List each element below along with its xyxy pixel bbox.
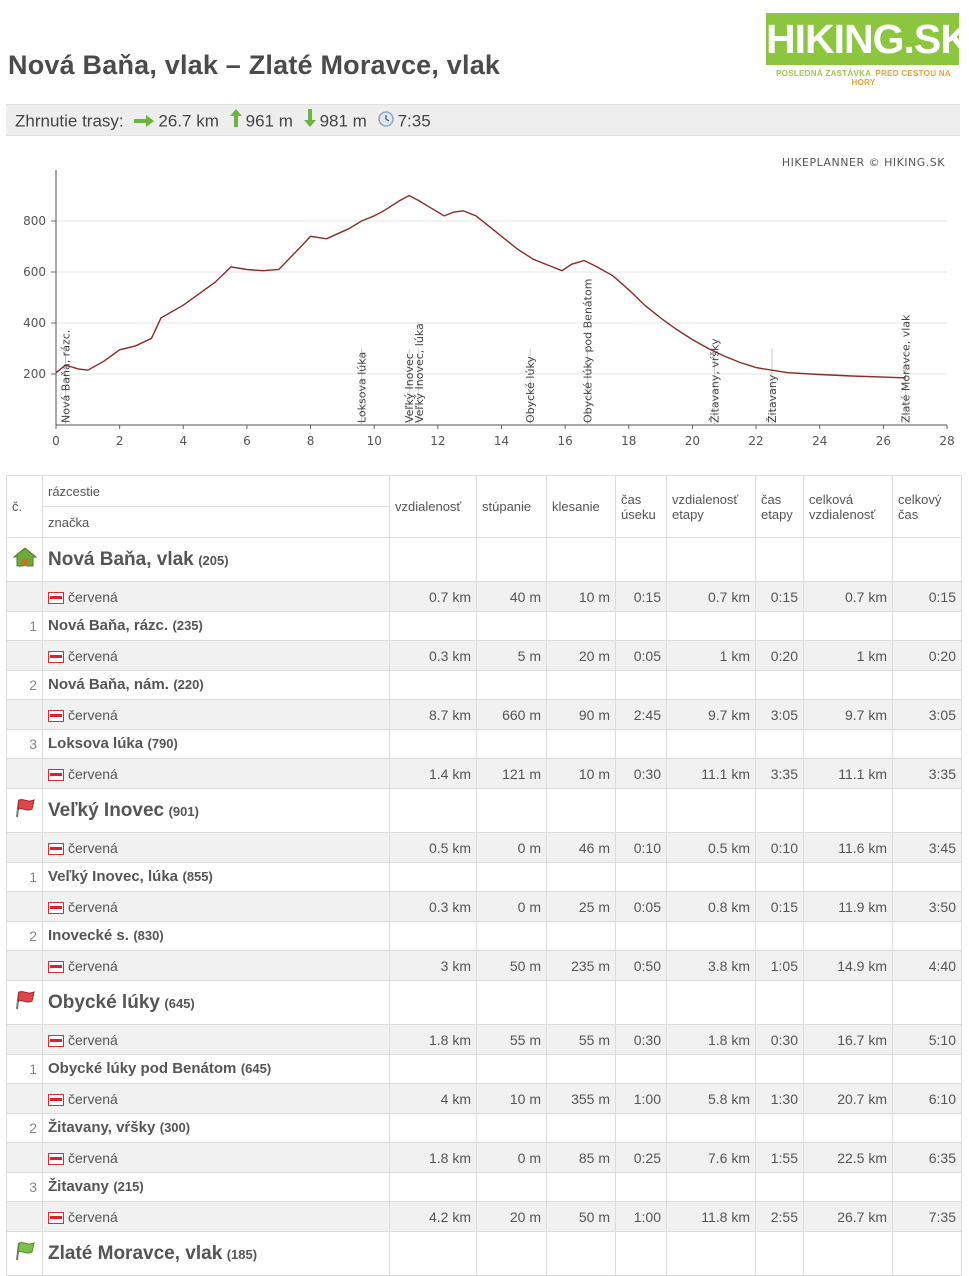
trail-marking: [43, 1025, 390, 1055]
total-time: 0:20: [893, 641, 962, 671]
segment-distance: 8.7 km: [390, 700, 477, 730]
waypoint-label: Nová Baňa, rázc.: [59, 329, 73, 423]
segment-ascent: 55 m: [477, 1025, 547, 1055]
home-icon: [13, 554, 37, 571]
segment-descent: 85 m: [547, 1143, 616, 1173]
waypoint-name[interactable]: Žitavany: [48, 1178, 109, 1195]
y-tick-label: 600: [23, 265, 46, 279]
waypoint-name[interactable]: Obycké lúky pod Benátom: [48, 1060, 237, 1077]
trail-marking-label: červená: [68, 706, 118, 723]
waypoint-altitude: (645): [240, 1061, 272, 1076]
stage-distance: 0.5 km: [667, 833, 756, 863]
total-time: 7:35: [893, 1202, 962, 1232]
waypoint-altitude: (790): [147, 736, 178, 751]
segment-ascent: 660 m: [477, 700, 547, 730]
waypoint-index: 1: [7, 863, 43, 892]
segment-descent: 50 m: [547, 1202, 616, 1232]
total-time: 3:50: [893, 892, 962, 922]
waypoint-label: Obycké lúky: [524, 356, 538, 423]
waypoint-label: Žitavany, vŕšky: [708, 338, 722, 423]
x-tick-label: 18: [621, 434, 637, 448]
arrow-down-icon: [304, 106, 316, 138]
waypoint-name-cell[interactable]: [43, 863, 390, 892]
waypoint-main-row[interactable]: [7, 981, 962, 1025]
segment-time: 0:30: [616, 1025, 667, 1055]
summary-label: Zhrnutie trasy:: [15, 111, 124, 131]
total-time: 0:15: [893, 582, 962, 612]
y-tick-label: 400: [23, 316, 46, 330]
waypoint-row[interactable]: [7, 671, 962, 700]
segment-ascent: 0 m: [477, 833, 547, 863]
segment-descent: 55 m: [547, 1025, 616, 1055]
segment-time: 2:45: [616, 700, 667, 730]
waypoint-name-cell[interactable]: [43, 789, 390, 833]
y-tick-label: 200: [23, 367, 46, 381]
stage-time: 0:15: [756, 582, 804, 612]
waypoint-row[interactable]: [7, 1114, 962, 1143]
total-distance: 11.9 km: [804, 892, 893, 922]
red-trail-mark-icon: [48, 843, 64, 855]
arrow-up-icon: [230, 106, 242, 138]
waypoint-name-cell[interactable]: [43, 1055, 390, 1084]
red-trail-mark-icon: [48, 710, 64, 722]
page-title: Nová Baňa, vlak – Zlaté Moravce, vlak: [8, 50, 501, 80]
red-trail-mark-icon: [48, 1212, 64, 1224]
header-marking: značka: [43, 507, 390, 538]
waypoint-row[interactable]: [7, 863, 962, 892]
trail-marking-label: červená: [68, 1090, 118, 1107]
hiking-sk-logo[interactable]: [766, 13, 969, 87]
waypoint-name[interactable]: Nová Baňa, nám.: [48, 676, 169, 693]
waypoint-index: 2: [7, 922, 43, 951]
stage-distance: 0.8 km: [667, 892, 756, 922]
total-distance: 9.7 km: [804, 700, 893, 730]
waypoint-altitude: (235): [172, 618, 203, 633]
segment-distance: 1.8 km: [390, 1143, 477, 1173]
segment-ascent: 5 m: [477, 641, 547, 671]
red-trail-mark-icon: [48, 1153, 64, 1165]
x-tick-label: 6: [243, 434, 251, 448]
waypoint-name[interactable]: Inovecké s.: [48, 927, 129, 944]
total-distance: 1 km: [804, 641, 893, 671]
segment-row: [7, 892, 962, 922]
waypoint-altitude: (205): [198, 552, 229, 568]
total-time: 5:10: [893, 1025, 962, 1055]
segment-distance: 1.8 km: [390, 1025, 477, 1055]
total-time: 3:45: [893, 833, 962, 863]
segment-distance: 0.7 km: [390, 582, 477, 612]
total-distance: 16.7 km: [804, 1025, 893, 1055]
y-tick-label: 800: [23, 214, 46, 228]
red-flag-icon: [14, 997, 36, 1014]
header-total-time: celkový čas: [893, 476, 962, 538]
stage-time: 0:30: [756, 1025, 804, 1055]
red-flag-icon: [14, 805, 36, 822]
route-table: [6, 475, 962, 1276]
segment-distance: 1.4 km: [390, 759, 477, 789]
segment-row: [7, 641, 962, 671]
waypoint-name[interactable]: Zlaté Moravce, vlak: [48, 1242, 223, 1264]
waypoint-index: 2: [7, 671, 43, 700]
waypoint-altitude: (855): [182, 869, 213, 884]
x-tick-label: 22: [748, 434, 764, 448]
elevation-line: [56, 196, 906, 378]
header-stage-distance: vzdialenosť etapy: [667, 476, 756, 538]
x-tick-label: 24: [812, 434, 828, 448]
total-distance: 20.7 km: [804, 1084, 893, 1114]
total-time: 6:35: [893, 1143, 962, 1173]
waypoint-icon-cell: [7, 981, 43, 1025]
waypoint-row[interactable]: [7, 1173, 962, 1202]
segment-row: [7, 1143, 962, 1173]
waypoint-label: Obycké lúky pod Benátom: [581, 278, 595, 423]
waypoint-name-cell[interactable]: [43, 671, 390, 700]
header-ascent: stúpanie: [477, 476, 547, 538]
segment-time: 0:05: [616, 641, 667, 671]
trail-marking-label: červená: [68, 839, 118, 856]
waypoint-altitude: (645): [164, 995, 195, 1011]
segment-descent: 10 m: [547, 759, 616, 789]
segment-time: 1:00: [616, 1202, 667, 1232]
header-distance: vzdialenosť: [390, 476, 477, 538]
waypoint-altitude: (215): [113, 1179, 144, 1194]
green-flag-icon: [14, 1248, 36, 1265]
segment-time: 1:00: [616, 1084, 667, 1114]
total-time: 6:10: [893, 1084, 962, 1114]
waypoint-index: 3: [7, 730, 43, 759]
trail-marking-label: červená: [68, 898, 118, 915]
red-trail-mark-icon: [48, 1094, 64, 1106]
x-tick-label: 2: [115, 434, 124, 448]
segment-time: 0:15: [616, 582, 667, 612]
waypoint-name-cell[interactable]: [43, 612, 390, 641]
waypoint-icon-cell: [7, 538, 43, 582]
segment-distance: 3 km: [390, 951, 477, 981]
segment-ascent: 40 m: [477, 582, 547, 612]
clock-icon: [378, 106, 394, 138]
trail-marking: [43, 641, 390, 671]
segment-ascent: 20 m: [477, 1202, 547, 1232]
header-junction: rázcestie: [43, 476, 390, 507]
segment-row: [7, 1025, 962, 1055]
waypoint-index: 2: [7, 1114, 43, 1143]
stage-time: 1:55: [756, 1143, 804, 1173]
segment-ascent: 0 m: [477, 892, 547, 922]
segment-distance: 4 km: [390, 1084, 477, 1114]
total-time: 4:40: [893, 951, 962, 981]
trail-marking-label: červená: [68, 647, 118, 664]
stage-distance: 1 km: [667, 641, 756, 671]
trail-marking: [43, 833, 390, 863]
red-trail-mark-icon: [48, 961, 64, 973]
x-tick-label: 28: [939, 434, 955, 448]
segment-ascent: 10 m: [477, 1084, 547, 1114]
total-distance: 14.9 km: [804, 951, 893, 981]
waypoint-index: 3: [7, 1173, 43, 1202]
waypoint-name[interactable]: Obycké lúky: [48, 991, 160, 1013]
segment-row: [7, 582, 962, 612]
waypoint-name-cell[interactable]: [43, 1114, 390, 1143]
elevation-profile-chart: [6, 150, 961, 465]
waypoint-row[interactable]: [7, 730, 962, 759]
logo-tagline-b: PRED CESTOU NA HORY: [851, 69, 951, 87]
trail-marking: [43, 700, 390, 730]
segment-descent: 46 m: [547, 833, 616, 863]
stage-time: 0:15: [756, 892, 804, 922]
red-trail-mark-icon: [48, 1035, 64, 1047]
stage-distance: 11.1 km: [667, 759, 756, 789]
chart-credit: HIKEPLANNER © HIKING.SK: [781, 156, 945, 169]
total-distance: 0.7 km: [804, 582, 893, 612]
stage-distance: 0.7 km: [667, 582, 756, 612]
logo-tagline-a: POSLEDNÁ ZASTÁVKA: [776, 69, 872, 78]
total-distance: 22.5 km: [804, 1143, 893, 1173]
waypoint-index: 1: [7, 1055, 43, 1084]
segment-descent: 10 m: [547, 582, 616, 612]
trail-marking: [43, 892, 390, 922]
segment-ascent: 0 m: [477, 1143, 547, 1173]
x-tick-label: 16: [557, 434, 573, 448]
stage-time: 0:20: [756, 641, 804, 671]
summary-distance: 26.7 km: [158, 111, 219, 131]
red-trail-mark-icon: [48, 769, 64, 781]
segment-row: [7, 759, 962, 789]
stage-distance: 7.6 km: [667, 1143, 756, 1173]
stage-distance: 9.7 km: [667, 700, 756, 730]
waypoint-label: Veľký Inovec: [403, 353, 417, 423]
segment-descent: 235 m: [547, 951, 616, 981]
trail-marking-label: červená: [68, 588, 118, 605]
stage-time: 1:30: [756, 1084, 804, 1114]
waypoint-altitude: (185): [226, 1246, 258, 1262]
trail-marking-label: červená: [68, 1149, 118, 1166]
trail-marking-label: červená: [68, 1031, 118, 1048]
header-segment-time: čas úseku: [616, 476, 667, 538]
segment-descent: 90 m: [547, 700, 616, 730]
segment-distance: 0.3 km: [390, 641, 477, 671]
stage-time: 2:55: [756, 1202, 804, 1232]
waypoint-index: 1: [7, 612, 43, 641]
segment-time: 0:05: [616, 892, 667, 922]
waypoint-name[interactable]: Nová Baňa, vlak: [48, 548, 194, 570]
trail-marking: [43, 582, 390, 612]
waypoint-name[interactable]: Žitavany, vŕšky: [48, 1119, 156, 1136]
arrow-right-icon: [134, 106, 154, 138]
trail-marking-label: červená: [68, 957, 118, 974]
segment-row: [7, 951, 962, 981]
total-distance: 11.1 km: [804, 759, 893, 789]
red-trail-mark-icon: [48, 902, 64, 914]
segment-descent: 25 m: [547, 892, 616, 922]
segment-time: 0:25: [616, 1143, 667, 1173]
waypoint-label: Žitavany: [765, 374, 779, 423]
waypoint-name-cell[interactable]: [43, 730, 390, 759]
waypoint-name[interactable]: Nová Baňa, rázc.: [48, 617, 169, 634]
waypoint-name-cell[interactable]: [43, 1173, 390, 1202]
x-tick-label: 26: [875, 434, 891, 448]
waypoint-main-row[interactable]: [7, 789, 962, 833]
waypoint-row[interactable]: [7, 1055, 962, 1084]
stage-time: 3:05: [756, 700, 804, 730]
segment-row: [7, 700, 962, 730]
header-descent: klesanie: [547, 476, 616, 538]
waypoint-row[interactable]: [7, 612, 962, 641]
red-trail-mark-icon: [48, 651, 64, 663]
stage-distance: 11.8 km: [667, 1202, 756, 1232]
logo-tagline: [766, 69, 961, 87]
waypoint-row[interactable]: [7, 922, 962, 951]
segment-row: [7, 833, 962, 863]
trail-marking: [43, 1202, 390, 1232]
stage-time: 1:05: [756, 951, 804, 981]
waypoint-altitude: (830): [133, 928, 164, 943]
stage-distance: 5.8 km: [667, 1084, 756, 1114]
stage-time: 3:35: [756, 759, 804, 789]
summary-time: 7:35: [397, 111, 431, 131]
waypoint-label: Loksova lúka: [355, 351, 369, 423]
x-tick-label: 12: [430, 434, 446, 448]
route-summary: [6, 104, 960, 136]
total-distance: 26.7 km: [804, 1202, 893, 1232]
waypoint-name[interactable]: Loksova lúka: [48, 735, 144, 752]
trail-marking: [43, 1084, 390, 1114]
segment-descent: 355 m: [547, 1084, 616, 1114]
waypoint-name[interactable]: Veľký Inovec: [48, 799, 165, 821]
trail-marking: [43, 1143, 390, 1173]
waypoint-altitude: (300): [159, 1120, 191, 1135]
trail-marking: [43, 759, 390, 789]
trail-marking-label: červená: [68, 1208, 118, 1225]
header-total-distance: celková vzdialenosť: [804, 476, 893, 538]
waypoint-label: Veľký Inovec, lúka: [412, 323, 426, 423]
segment-row: [7, 1202, 962, 1232]
segment-time: 0:10: [616, 833, 667, 863]
summary-descent: 981 m: [319, 111, 367, 131]
segment-time: 0:30: [616, 759, 667, 789]
waypoint-icon-cell: [7, 789, 43, 833]
segment-descent: 20 m: [547, 641, 616, 671]
waypoint-altitude: (220): [173, 677, 204, 692]
x-tick-label: 0: [52, 434, 60, 448]
segment-distance: 4.2 km: [390, 1202, 477, 1232]
x-tick-label: 4: [179, 434, 188, 448]
waypoint-name[interactable]: Veľký Inovec, lúka: [48, 868, 179, 885]
segment-ascent: 121 m: [477, 759, 547, 789]
summary-ascent: 961 m: [245, 111, 293, 131]
x-tick-label: 20: [684, 434, 701, 448]
waypoint-altitude: (901): [168, 803, 199, 819]
waypoint-label: Zlaté Moravce, vlak: [899, 314, 913, 423]
segment-ascent: 50 m: [477, 951, 547, 981]
segment-distance: 0.3 km: [390, 892, 477, 922]
stage-time: 0:10: [756, 833, 804, 863]
stage-distance: 1.8 km: [667, 1025, 756, 1055]
total-distance: 11.6 km: [804, 833, 893, 863]
x-tick-label: 8: [306, 434, 315, 448]
segment-time: 0:50: [616, 951, 667, 981]
total-time: 3:35: [893, 759, 962, 789]
waypoint-name-cell[interactable]: [43, 922, 390, 951]
waypoint-name-cell[interactable]: [43, 538, 390, 582]
total-time: 3:05: [893, 700, 962, 730]
logo-text: HIKING.SK: [766, 13, 959, 65]
header-stage-time: čas etapy: [756, 476, 804, 538]
red-trail-mark-icon: [48, 592, 64, 604]
segment-row: [7, 1084, 962, 1114]
segment-distance: 0.5 km: [390, 833, 477, 863]
x-tick-label: 10: [366, 434, 382, 448]
trail-marking: [43, 951, 390, 981]
waypoint-name-cell[interactable]: [43, 981, 390, 1025]
trail-marking-label: červená: [68, 765, 118, 782]
waypoint-main-row[interactable]: [7, 538, 962, 582]
header-num: č.: [7, 476, 43, 538]
x-tick-label: 14: [493, 434, 510, 448]
stage-distance: 3.8 km: [667, 951, 756, 981]
